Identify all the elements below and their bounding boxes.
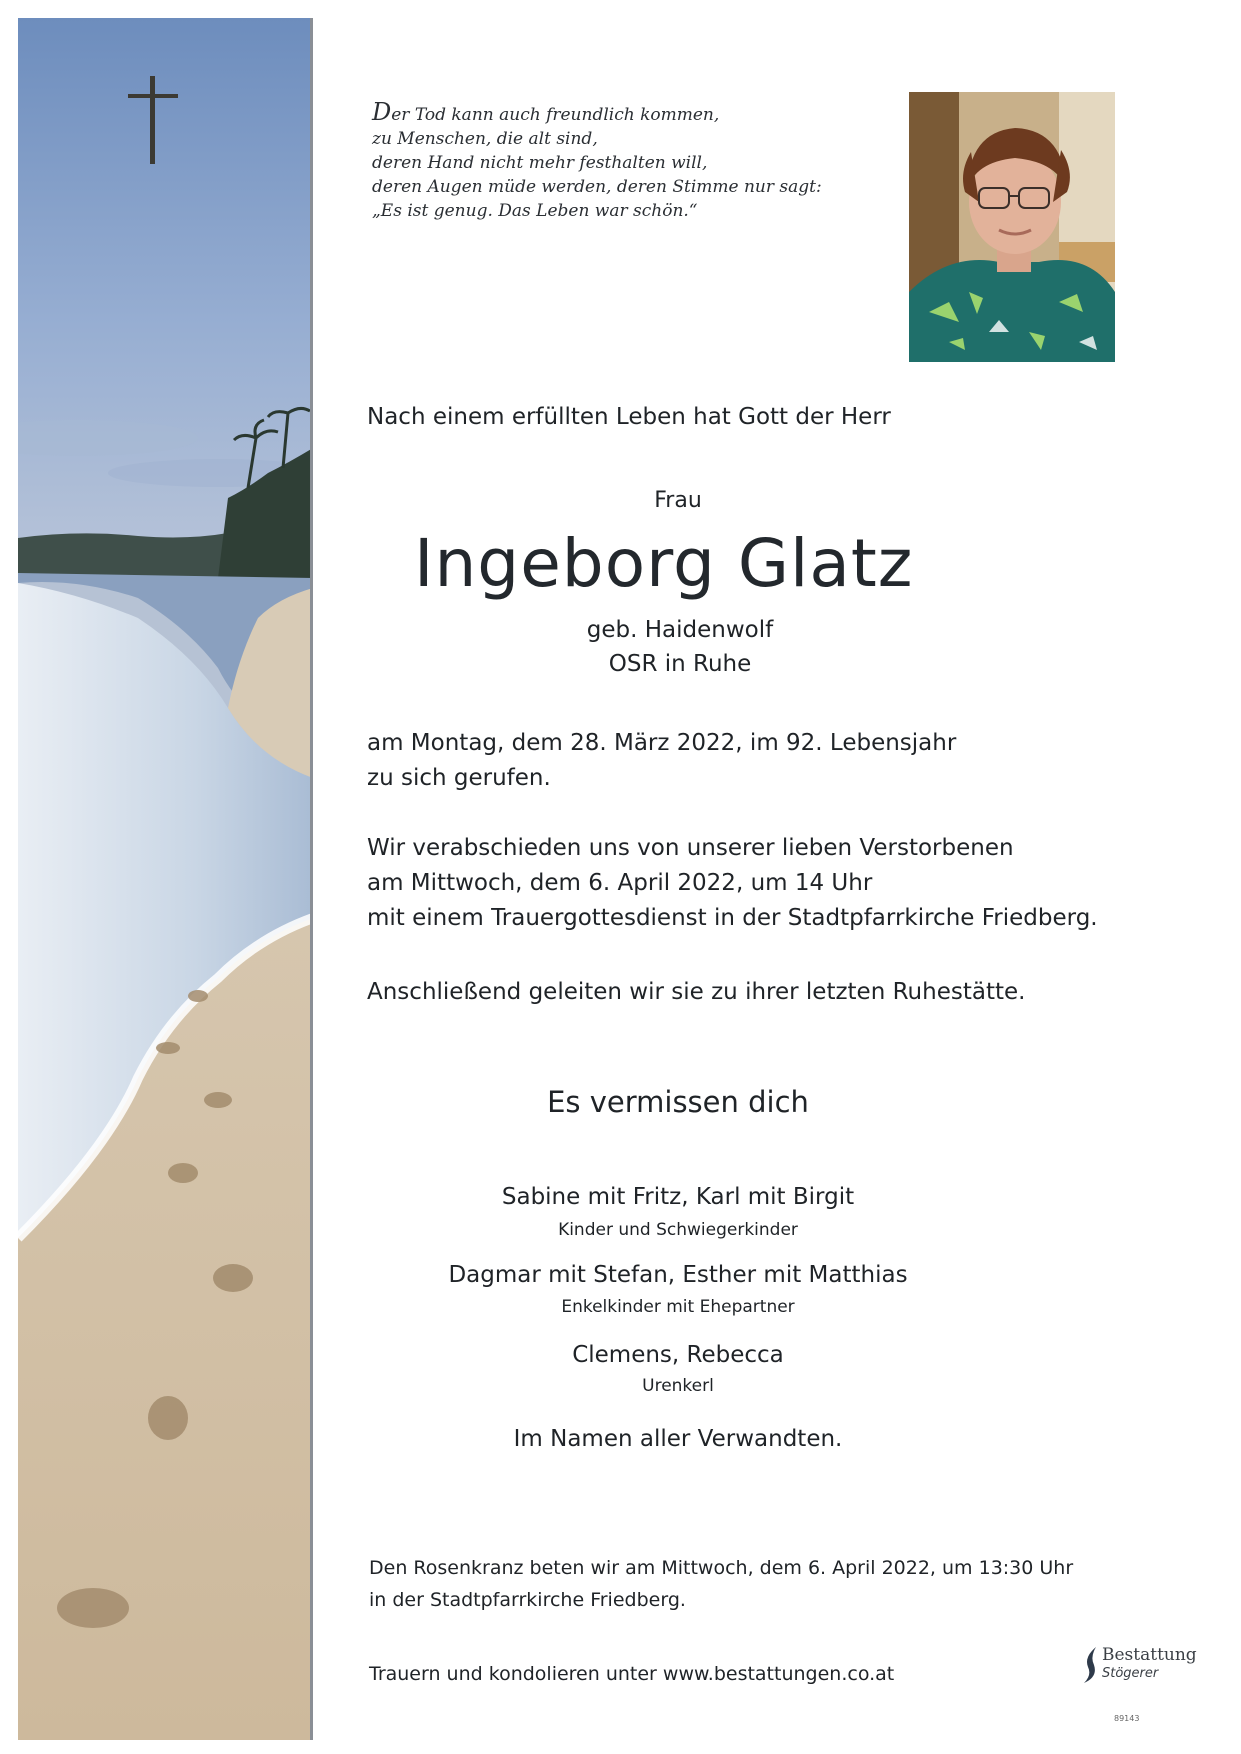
birth-name: geb. Haidenwolf	[586, 617, 774, 643]
on-behalf-line: Im Namen aller Verwandten.	[513, 1426, 843, 1452]
salutation: Frau	[654, 488, 702, 513]
portrait-photo	[909, 92, 1115, 362]
quote-line-5: „Es ist genug. Das Leben war schön.“	[372, 201, 698, 221]
quote-line-3: deren Hand nicht mehr festhalten will,	[372, 153, 708, 173]
beach-scene	[18, 18, 313, 1740]
quote-line-4: deren Augen müde werden, deren Stimme nur sagt:	[372, 177, 822, 197]
rosary-line-2: in der Stadtpfarrkirche Friedberg.	[369, 1589, 686, 1611]
mourner-relation-2: Enkelkinder mit Ehepartner	[561, 1297, 795, 1317]
mourner-names-2: Dagmar mit Stefan, Esther mit Matthias	[448, 1262, 908, 1288]
mourners-heading: Es vermissen dich	[547, 1085, 809, 1119]
logo-line-2: Stögerer	[1102, 1666, 1159, 1681]
condolence-line: Trauern und kondolieren unter www.bestattungen.co.at	[369, 1663, 895, 1685]
death-line-1: am Montag, dem 28. März 2022, im 92. Lebensjahr	[367, 730, 957, 756]
portrait-image	[909, 92, 1115, 362]
quote-dropcap: D	[372, 98, 392, 126]
rosary-note	[369, 1552, 1073, 1616]
farewell-line-1: Wir verabschieden uns von unserer lieben Verstorbenen	[367, 835, 1014, 861]
cross-icon	[128, 76, 178, 164]
funeral-home-logo	[1082, 1645, 1197, 1695]
farewell-line-3: mit einem Trauergottesdienst in der Stadtpfarrkirche Friedberg.	[367, 905, 1098, 931]
intro-line: Nach einem erfüllten Leben hat Gott der Herr	[367, 404, 891, 430]
reference-code: 89143	[1114, 1714, 1140, 1723]
logo-line-1: Bestattung	[1102, 1645, 1197, 1665]
quote-line-1: Der Tod kann auch freundlich kommen,	[372, 98, 720, 126]
mourner-relation-3: Urenkerl	[642, 1376, 714, 1396]
burial-paragraph: Anschließend geleiten wir sie zu ihrer letzten Ruhestätte.	[367, 979, 1026, 1005]
quote-line-2: zu Menschen, die alt sind,	[372, 129, 598, 149]
farewell-line-2: am Mittwoch, dem 6. April 2022, um 14 Uhr	[367, 870, 873, 896]
mourner-names-3: Clemens, Rebecca	[572, 1342, 784, 1368]
death-paragraph	[367, 726, 956, 796]
farewell-paragraph	[367, 831, 1098, 936]
mourner-relation-1: Kinder und Schwiegerkinder	[558, 1220, 798, 1240]
beach-photo	[18, 18, 313, 1740]
bestattung-logo-icon	[1082, 1647, 1100, 1683]
rosary-line-1: Den Rosenkranz beten wir am Mittwoch, dem 6. April 2022, um 13:30 Uhr	[369, 1557, 1074, 1579]
mourner-names-1: Sabine mit Fritz, Karl mit Birgit	[501, 1184, 855, 1210]
deceased-title: OSR in Ruhe	[608, 651, 752, 677]
poem-quote	[372, 100, 832, 223]
death-line-2: zu sich gerufen.	[367, 765, 551, 791]
deceased-name: Ingeborg Glatz	[414, 525, 914, 602]
